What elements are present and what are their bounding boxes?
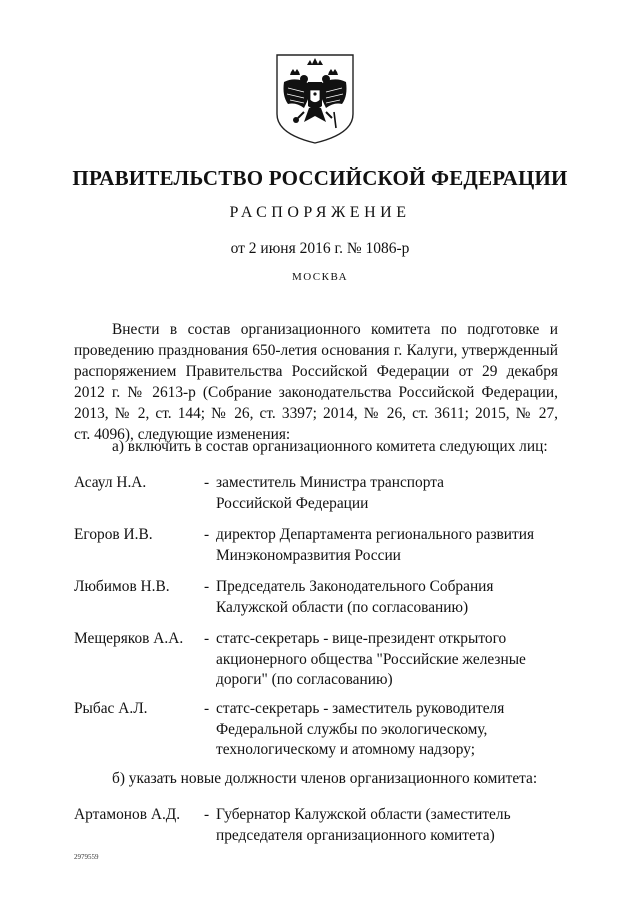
- document-code: 2979559: [74, 853, 99, 861]
- position-line: Губернатор Калужской области (заместитель: [216, 806, 511, 823]
- member-position: [216, 805, 566, 846]
- position-line: директор Департамента регионального развития: [216, 526, 535, 543]
- member-position: [216, 629, 566, 691]
- government-title: ПРАВИТЕЛЬСТВО РОССИЙСКОЙ ФЕДЕРАЦИИ: [72, 166, 568, 190]
- document-type: РАСПОРЯЖЕНИЕ: [229, 204, 411, 221]
- position-line: технологическому и атомному надзору;: [216, 741, 476, 758]
- intro-paragraph: [74, 319, 558, 445]
- position-line: Калужской области (по согласованию): [216, 598, 469, 616]
- position-line: заместитель Министра транспорта: [216, 474, 444, 491]
- position-line: Федеральной службы по экологическому,: [216, 720, 488, 738]
- point-b: б) указать новые должности членов организационного комитета:: [112, 770, 538, 787]
- intro-line: 2012 г. № 2613-р (Собрание законодательства Российской Федерации,: [74, 384, 558, 401]
- member-dash: -: [204, 526, 210, 543]
- member-dash: -: [204, 630, 210, 647]
- member-position: [216, 525, 566, 566]
- position-line: статс-секретарь - вице-президент открытого: [216, 630, 507, 647]
- member-dash: -: [204, 578, 210, 595]
- position-line: акционерного общества "Российские железные: [216, 650, 526, 668]
- member-name: Егоров И.В.: [74, 526, 153, 543]
- member-dash: -: [204, 700, 210, 717]
- member-position: [216, 577, 566, 618]
- member-position: [216, 473, 566, 514]
- intro-line: проведению празднования 650-летия основания г. Калуги, утвержденный: [74, 342, 558, 359]
- member-name: Любимов Н.В.: [74, 578, 170, 595]
- member-name: Мещеряков А.А.: [74, 630, 184, 647]
- position-line: Председатель Законодательного Собрания: [216, 578, 494, 595]
- intro-line: распоряжением Правительства Российской Федерации от 29 декабря: [74, 363, 558, 380]
- member-dash: -: [204, 474, 210, 491]
- coat-of-arms-emblem: [274, 52, 356, 146]
- position-line: Минэкономразвития России: [216, 546, 401, 564]
- intro-line: 2013, № 2, ст. 144; № 26, ст. 3397; 2014, № 26, ст. 3611; 2015, № 27,: [74, 405, 558, 422]
- position-line: дороги" (по согласованию): [216, 671, 393, 688]
- position-line: Российской Федерации: [216, 494, 369, 512]
- position-line: статс-секретарь - заместитель руководителя: [216, 700, 505, 717]
- member-position: [216, 699, 566, 761]
- position-line: председателя организационного комитета): [216, 826, 495, 844]
- intro-line: ст. 4096), следующие изменения:: [74, 426, 291, 443]
- point-a: а) включить в состав организационного комитета следующих лиц:: [112, 438, 548, 455]
- member-dash: -: [204, 806, 210, 823]
- document-city: МОСКВА: [291, 271, 349, 283]
- member-name: Рыбас А.Л.: [74, 700, 148, 717]
- intro-line: Внести в состав организационного комитета по подготовке и: [112, 321, 558, 338]
- document-date-number: от 2 июня 2016 г. № 1086-р: [230, 240, 410, 257]
- member-name: Асаул Н.А.: [74, 474, 147, 491]
- member-name: Артамонов А.Д.: [74, 806, 181, 823]
